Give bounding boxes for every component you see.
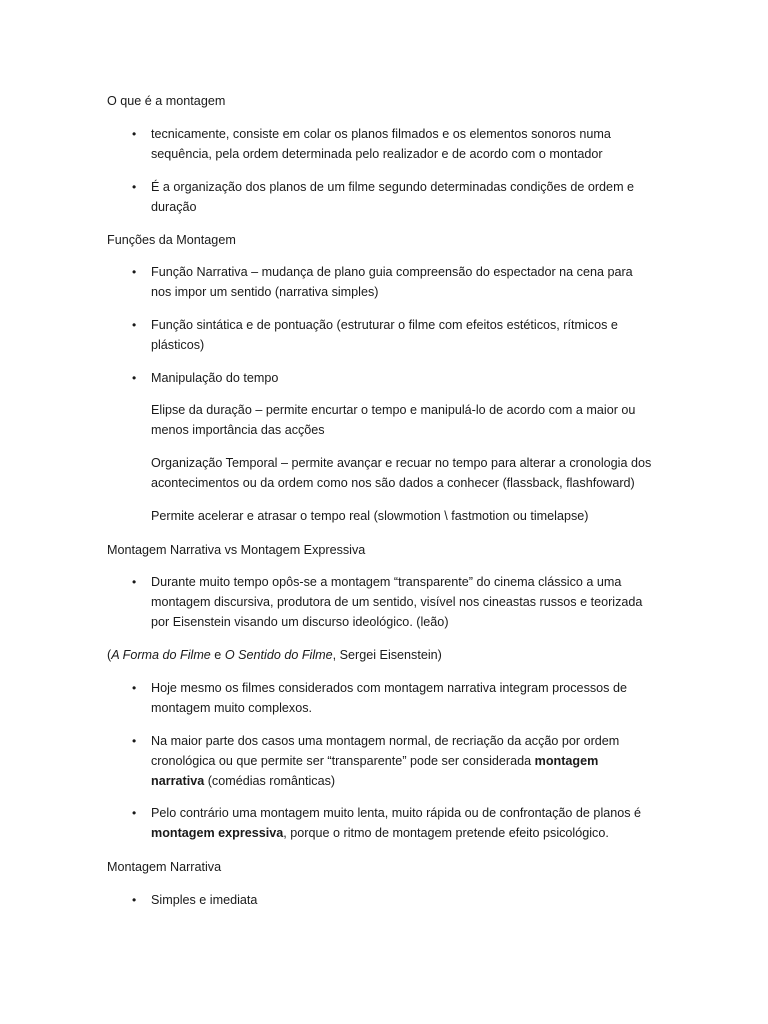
bullet-icon: • — [132, 180, 137, 194]
bullet-icon: • — [132, 318, 137, 332]
list-item-text: Função Narrativa – mudança de plano guia compreensão do espectador na cena para nos impor um sentido (narrativa simples) — [151, 265, 633, 299]
citation-open: ( — [107, 648, 112, 662]
list-item-text: Função sintática e de pontuação (estruturar o filme com efeitos estéticos, rítmicos e plásticos) — [151, 318, 618, 352]
list-item — [134, 572, 654, 632]
list-item-text: tecnicamente, consiste em colar os planos filmados e os elementos sonoros numa sequência, pela ordem determinada pelo realizador e de acordo com o montador — [151, 127, 611, 161]
list-item-text: Hoje mesmo os filmes considerados com montagem narrativa integram processos de montagem muito complexos. — [151, 681, 627, 715]
citation-close: ) — [437, 648, 442, 662]
heading-montage-functions: Funções da Montagem — [107, 233, 236, 247]
list-item — [134, 262, 654, 302]
citation-book-1: A Forma do Filme — [111, 648, 211, 662]
list-item — [134, 177, 654, 217]
heading-narrative-vs-expressive: Montagem Narrativa vs Montagem Expressiva — [107, 543, 366, 557]
sub-paragraph-ellipsis: Elipse da duração – permite encurtar o tempo e manipulá-lo de acordo com a maior ou menos importância das acções — [151, 403, 636, 437]
text-run: Pelo contrário uma montagem muito lenta, muito rápida ou de confrontação de planos é — [151, 806, 642, 820]
heading-what-is-montage: O que é a montagem — [107, 94, 226, 108]
bullet-icon: • — [132, 681, 137, 695]
bullet-icon: • — [132, 575, 137, 589]
bullet-icon: • — [132, 265, 137, 279]
citation — [107, 645, 442, 665]
bullet-icon: • — [132, 806, 137, 820]
text-run: Na maior parte dos casos uma montagem normal, de recriação da acção por ordem cronológica ou que permite ser “transparente” pode ser considerada — [151, 734, 620, 768]
list-item-text: É a organização dos planos de um filme segundo determinadas condições de ordem e duração — [151, 180, 635, 214]
sub-paragraph-speed: Permite acelerar e atrasar o tempo real (slowmotion \ fastmotion ou timelapse) — [151, 509, 589, 523]
citation-book-2: O Sentido do Filme — [224, 648, 333, 662]
list-item — [134, 731, 654, 791]
sub-paragraph-temporal-organization: Organização Temporal – permite avançar e recuar no tempo para alterar a cronologia dos acontecimentos ou da ordem como nos são dados a conhecer (flassback, flashfoward) — [151, 456, 652, 490]
bullet-icon: • — [132, 127, 137, 141]
bullet-icon: • — [132, 734, 137, 748]
list-item — [134, 315, 654, 355]
citation-and: e — [210, 648, 225, 662]
list-item-text: Manipulação do tempo — [151, 371, 279, 385]
heading-narrative-montage: Montagem Narrativa — [107, 860, 222, 874]
bold-term-expressive: montagem expressiva — [151, 826, 284, 840]
bullet-icon: • — [132, 371, 137, 385]
list-item-text: Simples e imediata — [151, 893, 258, 907]
bold-term-narrative: montagem narrativa — [151, 754, 599, 788]
list-item — [134, 368, 654, 388]
list-item-text — [151, 803, 654, 843]
list-item-text — [151, 731, 654, 791]
list-item — [134, 803, 654, 843]
text-run: , porque o ritmo de montagem pretende efeito psicológico. — [283, 826, 609, 840]
bullet-icon: • — [132, 893, 137, 907]
text-run: (comédias românticas) — [204, 774, 336, 788]
list-item — [134, 890, 654, 910]
list-item-text: Durante muito tempo opôs-se a montagem “transparente” do cinema clássico a uma montagem discursiva, produtora de um sentido, visível nos cineastas russos e teorizada por Eisenstein visando um discurso ideológico. (leão) — [151, 575, 643, 629]
citation-author: , Sergei Eisenstein — [332, 648, 438, 662]
list-item — [134, 678, 654, 718]
list-item — [134, 124, 654, 164]
